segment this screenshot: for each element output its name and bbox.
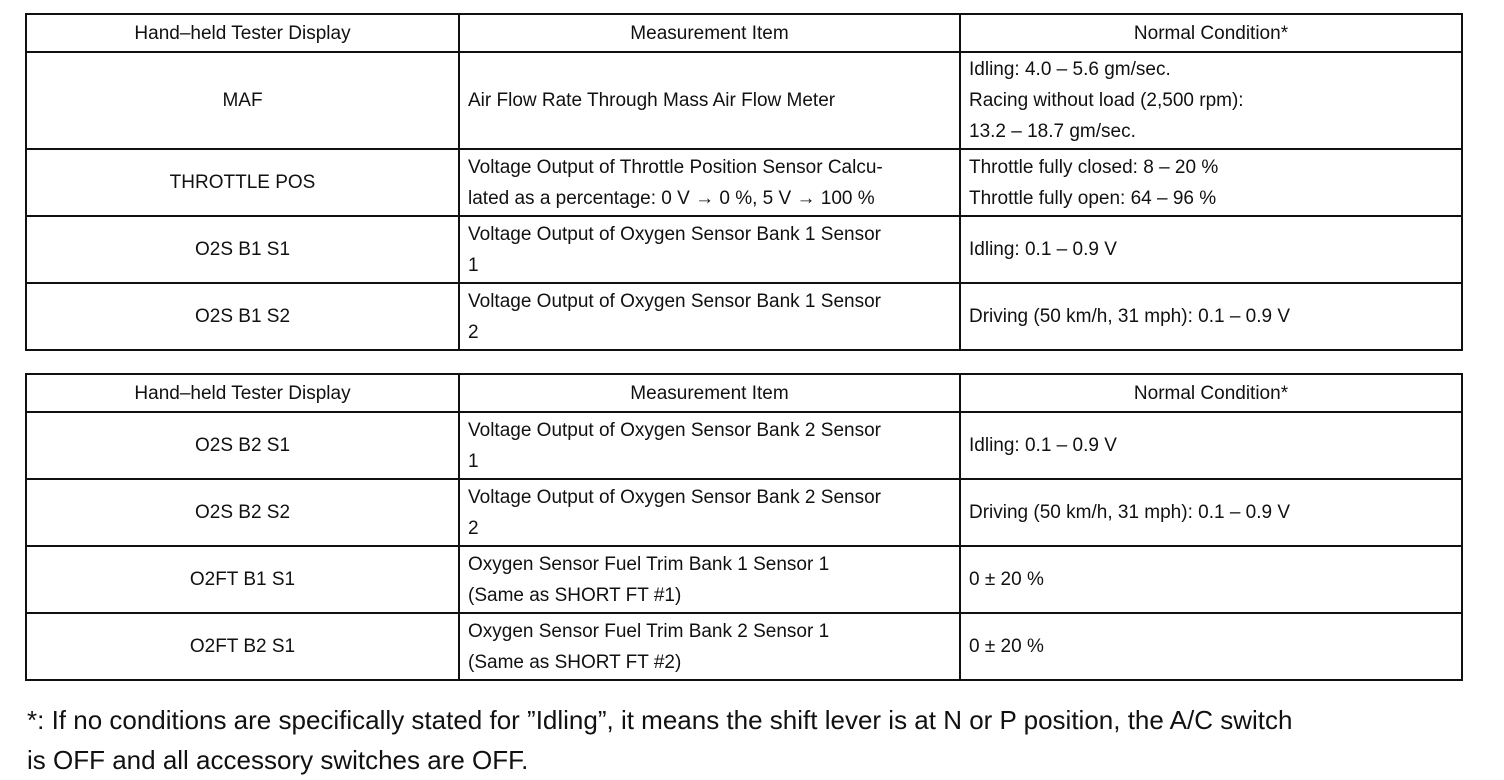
measurement-item-line: (Same as SHORT FT #2) [468, 651, 682, 673]
spec-table-1 [25, 13, 1463, 351]
normal-condition-cell [960, 52, 1462, 149]
measurement-item-line: Voltage Output of Oxygen Sensor Bank 1 Sensor [468, 223, 881, 245]
footnote-line: is OFF and all accessory switches are OFF. [27, 745, 529, 775]
display-cell: O2FT B1 S1 [26, 546, 459, 613]
header-row [26, 374, 1462, 412]
measurement-item-cell [459, 216, 960, 283]
display-cell: THROTTLE POS [26, 149, 459, 216]
display-cell: O2S B2 S1 [26, 412, 459, 479]
header-row [26, 14, 1462, 52]
table-row [26, 479, 1462, 546]
measurement-item-line: Voltage Output of Throttle Position Sensor Calcu- [468, 156, 883, 178]
display-cell: O2S B1 S1 [26, 216, 459, 283]
header-normal-condition: Normal Condition* [960, 374, 1462, 412]
normal-condition-line: Idling: 0.1 – 0.9 V [969, 239, 1117, 260]
measurement-item-line: 1 [468, 254, 479, 276]
header-normal-condition: Normal Condition* [960, 14, 1462, 52]
normal-condition-line: Driving (50 km/h, 31 mph): 0.1 – 0.9 V [969, 502, 1291, 523]
measurement-item-cell [459, 283, 960, 350]
normal-condition-line: 13.2 – 18.7 gm/sec. [969, 121, 1136, 142]
measurement-item-cell [459, 52, 960, 149]
normal-condition-line: Idling: 4.0 – 5.6 gm/sec. [969, 59, 1171, 80]
normal-condition-line: Racing without load (2,500 rpm): [969, 90, 1244, 111]
table-row [26, 283, 1462, 350]
table-row [26, 613, 1462, 680]
normal-condition-cell [960, 613, 1462, 680]
measurement-item-cell [459, 613, 960, 680]
normal-condition-line: 0 ± 20 % [969, 569, 1044, 590]
table-row [26, 546, 1462, 613]
table-row [26, 216, 1462, 283]
spec-table-2 [25, 373, 1463, 681]
header-tester-display: Hand–held Tester Display [26, 14, 459, 52]
measurement-item-line: 2 [468, 321, 479, 343]
table-row [26, 149, 1462, 216]
normal-condition-line: Throttle fully closed: 8 – 20 % [969, 156, 1219, 178]
normal-condition-cell [960, 283, 1462, 350]
footnote [27, 700, 1477, 780]
header-measurement-item: Measurement Item [459, 374, 960, 412]
normal-condition-cell [960, 479, 1462, 546]
measurement-item-cell [459, 479, 960, 546]
normal-condition-line: Driving (50 km/h, 31 mph): 0.1 – 0.9 V [969, 306, 1291, 327]
measurement-item-cell [459, 412, 960, 479]
footnote-line: *: If no conditions are specifically stated for ”Idling”, it means the shift lever is at N or P position, the A/C switch [27, 705, 1293, 735]
measurement-item-line: 1 [468, 450, 479, 472]
display-cell: O2S B1 S2 [26, 283, 459, 350]
measurement-item-cell [459, 149, 960, 216]
display-cell: MAF [26, 52, 459, 149]
measurement-item-line: Oxygen Sensor Fuel Trim Bank 2 Sensor 1 [468, 620, 830, 642]
measurement-item-line: Voltage Output of Oxygen Sensor Bank 2 Sensor [468, 486, 881, 508]
measurement-item-line: Voltage Output of Oxygen Sensor Bank 1 Sensor [468, 290, 881, 312]
measurement-item-cell [459, 546, 960, 613]
header-tester-display: Hand–held Tester Display [26, 374, 459, 412]
normal-condition-line: Idling: 0.1 – 0.9 V [969, 435, 1117, 456]
normal-condition-line: Throttle fully open: 64 – 96 % [969, 187, 1217, 209]
header-measurement-item: Measurement Item [459, 14, 960, 52]
normal-condition-cell [960, 149, 1462, 216]
table-row [26, 52, 1462, 149]
normal-condition-cell [960, 412, 1462, 479]
measurement-item-line: lated as a percentage: 0 V → 0 %, 5 V → 100 % [468, 187, 875, 209]
measurement-item-line: (Same as SHORT FT #1) [468, 584, 682, 606]
table-row [26, 412, 1462, 479]
normal-condition-cell [960, 216, 1462, 283]
display-cell: O2S B2 S2 [26, 479, 459, 546]
normal-condition-line: 0 ± 20 % [969, 636, 1044, 657]
measurement-item-line: Voltage Output of Oxygen Sensor Bank 2 Sensor [468, 419, 881, 441]
measurement-item-line: 2 [468, 517, 479, 539]
measurement-item-line: Oxygen Sensor Fuel Trim Bank 1 Sensor 1 [468, 553, 830, 575]
display-cell: O2FT B2 S1 [26, 613, 459, 680]
normal-condition-cell [960, 546, 1462, 613]
measurement-item-line: Air Flow Rate Through Mass Air Flow Meter [468, 90, 836, 111]
